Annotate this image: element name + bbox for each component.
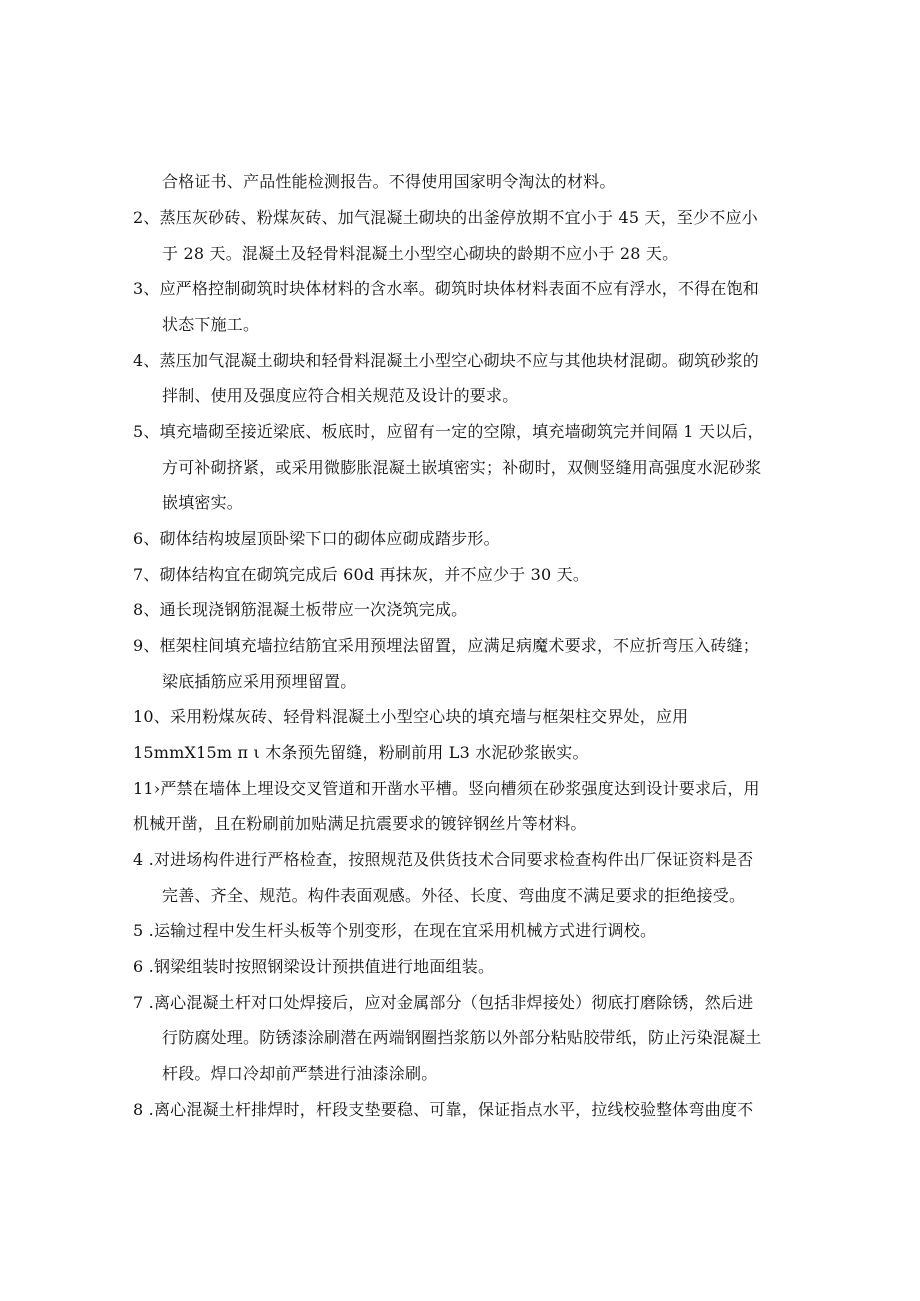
text-line-11: 6、砌体结构坡屋顶卧梁下口的砌体应砌成踏步形。 bbox=[133, 529, 500, 548]
text-line-7: 拌制、使用及强度应符合相关规范及设计的要求。 bbox=[162, 386, 519, 405]
text-line-10: 嵌填密实。 bbox=[162, 493, 244, 512]
text-line-23: 6 .钢梁组装时按照钢梁设计预拱值进行地面组装。 bbox=[133, 957, 495, 976]
text-line-18: 11›严禁在墙体上埋设交叉管道和开凿水平槽。竖向槽须在砂浆强度达到设计要求后，用 bbox=[133, 779, 760, 798]
text-line-2: 2、蒸压灰砂砖、粉煤灰砖、加气混凝土砌块的出釜停放期不宜小于 45 天，至少不应小 bbox=[133, 208, 758, 227]
text-line-9: 方可补砌挤紧，或采用微膨胀混凝土嵌填密实；补砌时，双侧竖缝用高强度水泥砂浆 bbox=[162, 458, 762, 477]
text-line-26: 杆段。焊口冷却前严禁进行油漆涂刷。 bbox=[162, 1064, 438, 1083]
text-line-15: 梁底插筋应采用预埋留置。 bbox=[162, 672, 357, 691]
text-line-6: 4、蒸压加气混凝土砌块和轻骨料混凝土小型空心砌块不应与其他块材混砌。砌筑砂浆的 bbox=[133, 351, 759, 370]
text-line-25: 行防腐处理。防锈漆涂刷潜在两端钢圈挡浆筋以外部分粘贴胶带纸，防止污染混凝土 bbox=[162, 1028, 762, 1047]
text-line-1: 合格证书、产品性能检测报告。不得使用国家明令淘汰的材料。 bbox=[162, 172, 616, 191]
text-line-19: 机械开凿，且在粉刷前加贴满足抗震要求的镀锌钢丝片等材料。 bbox=[133, 814, 587, 833]
text-line-22: 5 .运输过程中发生杆头板等个别变形，在现在宜采用机械方式进行调校。 bbox=[133, 921, 657, 940]
text-line-8: 5、填充墙砌至接近梁底、板底时，应留有一定的空隙，填充墙砌筑完并间隔 1 天以后， bbox=[133, 422, 764, 441]
text-line-12: 7、砌体结构宜在砌筑完成后 60d 再抹灰，并不应少于 30 天。 bbox=[133, 565, 590, 584]
text-line-13: 8、通长现浇钢筋混凝土板带应一次浇筑完成。 bbox=[133, 600, 468, 619]
text-line-5: 状态下施工。 bbox=[162, 315, 260, 334]
text-line-20: 4 .对进场构件进行严格检查，按照规范及供货技术合同要求检查构件出厂保证资料是否 bbox=[133, 850, 754, 869]
text-line-24: 7 .离心混凝土杆对口处焊接后，应对金属部分（包括非焊接处）彻底打磨除锈，然后进 bbox=[133, 993, 754, 1012]
text-line-3: 于 28 天。混凝土及轻骨料混凝土小型空心砌块的龄期不应小于 28 天。 bbox=[162, 244, 679, 263]
text-line-17: 15mmX15m π ι 木条预先留缝，粉刷前用 L3 水泥砂浆嵌实。 bbox=[133, 743, 589, 762]
text-line-14: 9、框架柱间填充墙拉结筋宜采用预埋法留置，应满足病魔术要求，不应折弯压入砖缝； bbox=[133, 636, 759, 655]
text-line-27: 8 .离心混凝土杆排焊时，杆段支垫要稳、可靠，保证指点水平，拉线校验整体弯曲度不 bbox=[133, 1100, 754, 1119]
text-line-21: 完善、齐全、规范。构件表面观感。外径、长度、弯曲度不满足要求的拒绝接受。 bbox=[162, 886, 746, 905]
text-line-16: 10、采用粉煤灰砖、轻骨料混凝土小型空心块的填充墙与框架柱交界处，应用 bbox=[133, 707, 689, 726]
text-line-4: 3、应严格控制砌筑时块体材料的含水率。砌筑时块体材料表面不应有浮水，不得在饱和 bbox=[133, 279, 759, 298]
